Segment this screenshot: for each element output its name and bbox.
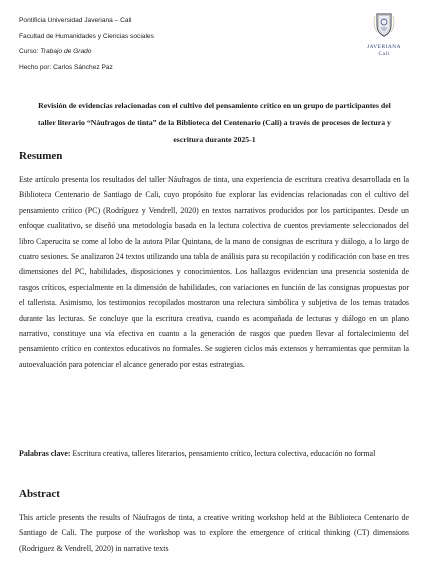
university-logo bbox=[361, 12, 407, 57]
abstract-heading: Abstract bbox=[19, 488, 60, 500]
logo-city: Cali bbox=[378, 51, 390, 57]
university-name: Pontificia Universidad Javeriana – Cali bbox=[19, 17, 132, 24]
abstract-text: This article presents the results of Náufragos de tinta, a creative writing workshop held at the Biblioteca Centenario de Santiago de Cali. The purpose of the workshop was to explore the emergence of critical thinking (CT) dimensions (Rodriguez & Vendrell, 2020) in narrative texts bbox=[19, 513, 409, 553]
course-name: Trabajo de Grado bbox=[40, 48, 92, 55]
logo-name: JAVERIANA bbox=[366, 44, 402, 50]
author-label: Hecho por: bbox=[19, 63, 52, 71]
resumen-heading: Resumen bbox=[19, 150, 63, 162]
author-line bbox=[19, 60, 154, 76]
course-line bbox=[19, 44, 154, 60]
faculty-name: Facultad de Humanidades y Ciencias sociales bbox=[19, 32, 154, 40]
paper-title: Revisión de evidencias relacionadas con el cultivo del pensamiento crítico en un grupo de participantes del taller literario “Náufragos de tinta” de la Biblioteca del Centenario (Cali) a través de procesos de lectura y escritura durante 2025-1 bbox=[38, 101, 391, 144]
keywords-label: Palabras clave: bbox=[19, 449, 71, 458]
keywords-text: Escritura creativa, talleres literarios, pensamiento crítico, lectura colectiva, educación no formal bbox=[72, 449, 376, 458]
author-name: Carlos Sánchez Paz bbox=[53, 63, 113, 71]
shield-icon bbox=[361, 12, 407, 38]
keywords-paragraph bbox=[19, 446, 409, 461]
resumen-text: Este artículo presenta los resultados del taller Náufragos de tinta, una experiencia de escritura creativa desarrollada en la Biblioteca Centenario de Santiago de Cali, cuyo propósito fue explorar las evidencias relacionadas con el cultivo del pensamiento crítico (PC) (Rodríguez y Vendrell, 2020) en textos narrativos producidos por los participantes. Desde un enfoque cualitativo, se diseñó una metodología basada en la lectura colectiva de cuentos previamente seleccionados del libro Caperucita se come al lobo de la autora Pilar Quintana, de la mano de consignas de escritura y diálogo, a lo largo de cuatro sesiones. Se analizaron 24 textos utilizando una tabla de análisis para su recopilación y codificación con base en tres dimensiones del PC, habilidades, disposiciones y conocimientos. Los hallazgos evidencian una presencia sostenida de rasgos críticos, especialmente en la dimensión de habilidades, con variaciones en función de las consignas propuestas por el tallerista. Asimismo, los testimonios recopilados mostraron una relectura simbólica y subjetiva de los temas tratados durante las lecturas. Se concluye que la escritura creativa, cuando es acompañada de lecturas y diálogo en un plano narrativo, constituye una vía efectiva en cuanto a la generación de rasgos que pueden llevar al fortalecimiento del pensamiento crítico en contextos educativos no formales. Se sugieren ciclos más extensos y herramientas que permitan la autoevaluación para potenciar el alcance generado por estas estrategias. bbox=[19, 175, 409, 369]
course-label: Curso: bbox=[19, 48, 39, 55]
page-header bbox=[19, 13, 154, 75]
